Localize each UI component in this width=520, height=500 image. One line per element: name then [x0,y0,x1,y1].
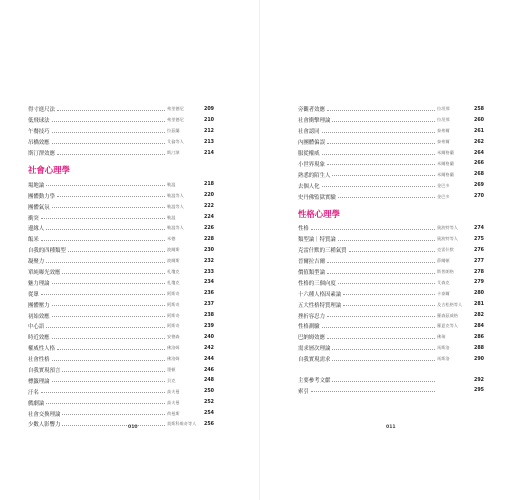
entry-author: 拉坦那 [437,117,450,123]
entry-author: 及古松格等人 [437,301,463,307]
toc-entry [28,115,214,126]
toc-entry [28,386,214,397]
page-number: 010 [128,425,138,430]
entry-page: 212 [203,128,214,134]
entry-author: 拉茲蘭 [167,128,180,134]
entry-author: 馬斯洛 [437,345,450,351]
entry-author: 札瓊克 [167,279,180,285]
entry-page: 281 [473,302,484,308]
entry-page: 210 [203,117,214,123]
entry-title: 社會性格 [28,357,50,364]
leader-dots [332,121,435,122]
entry-author: 羅森茲威格 [437,312,458,318]
toc-entry [298,256,484,267]
entry-title: 汙名 [28,389,39,396]
entry-title: 單純曝光效應 [28,270,61,277]
entry-author: 泰弗爾 [437,128,450,134]
entry-author: 斯普朗格 [437,269,454,275]
entry-page: 232 [203,258,214,264]
entry-author: 金巴多 [437,193,450,199]
entry-author: 泰弗爾 [437,139,450,145]
entry-author: 弗里德尼 [167,106,184,112]
entry-author: 艾倫等人 [167,139,184,145]
entry-page: 275 [473,236,484,242]
leader-dots [52,381,165,382]
toc-entry [28,310,214,321]
entry-author: 斯汀澤 [167,150,180,155]
entry-title: 團體壓力 [28,302,50,309]
toc-entry [298,245,484,256]
entry-page: 288 [473,345,484,351]
entry-title: 價值類型論 [298,270,325,277]
leader-dots [327,316,435,317]
entry-title: 性格 [298,226,309,233]
entry-author: 卡泰爾 [437,290,450,296]
leader-dots [322,186,435,187]
leader-dots [46,403,165,404]
entry-title: 去個人化 [298,183,320,190]
toc-entry [298,115,484,126]
toc-entry [28,126,214,137]
toc-entry [28,234,214,245]
entry-page: 268 [473,172,484,178]
entry-page: 295 [473,388,484,394]
entry-title: 得寸進尺法 [28,107,55,114]
entry-page: 250 [203,389,214,395]
leader-dots [57,196,165,197]
leader-dots [338,283,435,284]
entry-author: 奧波特等人 [437,225,458,231]
entry-page: 278 [473,269,484,275]
entry-title: 斯汀澤效應 [28,151,55,157]
entry-title: 標籤理論 [28,378,50,385]
toc-entry [28,148,214,159]
entry-page: 284 [473,323,484,329]
leader-dots [343,294,435,295]
leader-dots [57,154,165,155]
toc-entry [28,343,214,354]
leader-dots [46,327,165,328]
entry-author: 艾森克 [437,279,450,285]
entry-title: 內團體偏誤 [298,140,325,147]
entry-author: 阿斯奇 [167,301,180,307]
entry-title: 自我實現需求 [298,357,331,364]
leader-dots [57,110,165,111]
entry-author: 拉坦那 [437,106,450,112]
leader-dots [41,392,165,393]
entry-page: 248 [203,378,214,384]
toc-entry [298,385,484,396]
toc-list [298,104,484,396]
entry-author: 米爾格蘭 [437,150,454,155]
toc-entry [298,332,484,343]
leader-dots [327,338,435,339]
toc-entry [28,190,214,201]
entry-page: 252 [203,400,214,406]
leader-dots [349,251,435,252]
leader-dots [338,240,435,241]
entry-page: 279 [473,280,484,286]
entry-author: 高夫曼 [167,399,180,405]
leader-dots [46,262,165,263]
toc-entry [28,256,214,267]
leader-dots [343,305,435,306]
toc-entry [298,321,484,332]
toc-entry [28,245,214,256]
entry-title: 索引 [298,388,309,395]
toc-list [28,104,214,430]
entry-page: 260 [473,117,484,123]
entry-title: 社會認同 [298,129,320,136]
leader-dots [52,305,165,306]
leader-dots [52,316,165,317]
leader-dots [41,240,165,241]
entry-title: 凝聚力 [28,259,45,266]
leader-dots [46,229,165,230]
entry-title: 團體動力學 [28,193,55,200]
entry-page: 236 [203,291,214,297]
entry-author: 莫斯科維奇等人 [167,421,197,427]
leader-dots [52,132,165,133]
entry-title: 吊橋效應 [28,140,50,147]
toc-entry [28,397,214,408]
entry-author: 安德森 [167,334,180,340]
entry-title: 晉爾拉吉爾 [298,259,325,266]
entry-author: 米爾格蘭 [437,171,454,177]
entry-page: 266 [473,161,484,167]
toc-entry [28,354,214,365]
entry-title: 魅力理論 [28,280,50,287]
toc-entry [298,191,484,202]
leader-dots [332,349,435,350]
entry-title: 史丹佛監獄實驗 [298,194,336,201]
entry-title: 旁觀者效應 [298,107,325,114]
leader-dots [46,185,165,186]
toc-entry [28,321,214,332]
spacer [298,365,484,375]
entry-author: 勒溫 [167,214,176,220]
entry-page: 213 [203,139,214,145]
entry-page: 290 [473,356,484,362]
entry-page: 286 [473,334,484,340]
toc-entry [298,223,484,234]
entry-page: 256 [203,421,214,427]
toc-entry [28,137,214,148]
entry-page: 233 [203,269,214,275]
leader-dots [332,381,435,382]
leader-dots [62,414,165,415]
toc-entry [28,375,214,386]
leader-dots [57,349,165,350]
entry-author: 貝克 [167,377,176,383]
leader-dots [311,229,435,230]
entry-author: 佛洛姆 [167,345,180,351]
entry-author: 米爾格蘭 [437,160,454,166]
section-title: 社會心理學 [28,165,70,176]
toc-entry [298,180,484,191]
toc-entry [28,419,214,430]
leader-dots [52,143,165,144]
entry-author: 克雷什默 [437,247,454,253]
leader-dots [311,391,435,392]
section-title: 性格心理學 [298,209,340,220]
entry-title: 自我實現預言 [28,368,61,375]
toc-entry [298,104,484,115]
entry-title: 權威性人格 [28,346,55,353]
entry-page: 264 [473,150,484,156]
toc-entry [298,354,484,365]
entry-page: 262 [473,139,484,145]
toc-entry [28,267,214,278]
entry-page: 224 [203,215,214,221]
entry-author: 勒溫等人 [167,225,184,231]
entry-page: 254 [203,411,214,417]
entry-page: 282 [473,313,484,319]
entry-author: 阿斯奇 [167,312,180,318]
entry-title: 性格測驗 [298,324,320,331]
entry-title: 飯米 [28,237,39,244]
entry-title: 時近效應 [28,335,50,342]
entry-title: 少數人影響力 [28,422,61,429]
entry-title: 低飛球法 [28,118,50,125]
entry-title: 場地論 [28,182,45,189]
entry-page: 238 [203,313,214,319]
entry-author: 弗里德尼 [167,117,184,123]
entry-page: 280 [473,291,484,297]
entry-page: 261 [473,128,484,134]
toc-entry [298,169,484,180]
entry-author: 馬斯洛 [437,356,450,362]
leader-dots [41,218,165,219]
entry-page: 240 [203,334,214,340]
leader-dots [327,164,435,165]
entry-title: 團體氣氛 [28,204,50,211]
entry-author: 荷曼斯 [167,410,180,416]
entry-title: 十六種人格因素論 [298,291,342,298]
entry-author: 金巴多 [437,182,450,188]
toc-entry [298,288,484,299]
toc-entry [28,212,214,223]
toc-entry [298,148,484,159]
entry-author: 墨頓 [167,367,176,373]
leader-dots [62,425,165,426]
entry-title: 衝突 [28,215,39,222]
toc-entry [298,126,484,137]
leader-dots [322,132,435,133]
toc-entry [28,408,214,419]
entry-page: 239 [203,323,214,329]
leader-dots [62,371,165,372]
leader-dots [52,360,165,361]
leader-dots [52,338,165,339]
toc-entry [298,343,484,354]
leader-dots [327,273,435,274]
entry-page: 228 [203,236,214,242]
entry-title: 邊緣人 [28,226,45,233]
entry-page: 292 [473,377,484,383]
toc-entry [298,277,484,288]
entry-title: 社會交換理論 [28,411,61,418]
entry-title: 午餐技巧 [28,129,50,136]
leader-dots [52,207,165,208]
entry-title: 挫折容忍力 [298,313,325,320]
toc-entry [298,267,484,278]
entry-page: 244 [203,356,214,362]
entry-author: 薛爾頓 [437,258,450,264]
entry-title: 類型論｜特質論 [298,237,336,244]
toc-entry [28,365,214,376]
entry-title: 服從權威 [298,151,320,157]
entry-title: 需求層次理論 [298,346,331,353]
entry-page: 226 [203,225,214,231]
entry-title: 小世界現象 [298,161,325,168]
entry-title: 自我的四種類型 [28,248,66,255]
entry-title: 性格的三個向度 [298,280,336,287]
entry-page: 220 [203,193,214,199]
leader-dots [327,110,435,111]
entry-page: 270 [473,194,484,200]
leader-dots [322,154,435,155]
page-number: 011 [386,425,396,430]
toc-entry [298,299,484,310]
toc-entry [298,375,484,386]
leader-dots [332,175,435,176]
entry-title: 克雷什默的三種氣質 [298,248,347,255]
entry-title: 戲劇論 [28,400,45,407]
entry-page: 209 [203,106,214,112]
entry-author: 高夫曼 [167,388,180,394]
leader-dots [41,294,165,295]
toc-entry [28,223,214,234]
entry-title: 主要參考文獻 [298,378,331,385]
entry-page: 218 [203,182,214,188]
entry-author: 米德 [167,236,176,242]
entry-page: 274 [473,225,484,231]
leader-dots [332,360,435,361]
entry-author: 佛瑞 [437,334,446,340]
entry-author: 阿斯奇 [167,323,180,329]
toc-entry [28,104,214,115]
leader-dots [327,143,435,144]
toc-entry [28,288,214,299]
leader-dots [327,262,435,263]
entry-author: 勒溫等人 [167,203,184,209]
toc-entry [28,277,214,288]
entry-author: 勒溫等人 [167,192,184,198]
leader-dots [322,327,435,328]
leader-dots [52,121,165,122]
entry-title: 社會衝擊理論 [298,118,331,125]
entry-page: 230 [203,247,214,253]
entry-author: 奧波特等人 [437,236,458,242]
entry-page: 214 [203,150,214,156]
toc-entry [298,310,484,321]
toc-entry [28,179,214,190]
leader-dots [62,273,165,274]
entry-title: 五大性格特質理論 [298,302,342,309]
entry-title: 熟悉的陌生人 [298,172,331,179]
entry-page: 258 [473,106,484,112]
toc-entry [298,137,484,148]
entry-page: 237 [203,302,214,308]
entry-author: 札瓊克 [167,269,180,275]
entry-page: 269 [473,183,484,189]
entry-author: 阿斯奇 [167,290,180,296]
leader-dots [338,197,435,198]
entry-page: 234 [203,280,214,286]
leader-dots [68,251,165,252]
entry-title: 從眾 [28,291,39,298]
toc-entry [28,332,214,343]
toc-entry [28,201,214,212]
entry-title: 中心語 [28,324,45,331]
entry-page: 276 [473,247,484,253]
entry-author: 勒溫 [167,181,176,187]
entry-title: 巴納姆效應 [298,335,325,342]
entry-author: 佛洛姆 [167,356,180,362]
entry-title: 初始效應 [28,313,50,320]
entry-author: 羅夏克等人 [437,323,458,329]
entry-page: 277 [473,258,484,264]
right-page [260,0,520,500]
entry-page: 246 [203,367,214,373]
toc-entry [28,299,214,310]
leader-dots [52,283,165,284]
entry-page: 242 [203,345,214,351]
toc-entry [298,234,484,245]
entry-author: 波爾斯 [167,247,180,253]
entry-author: 波爾斯 [167,258,180,264]
entry-page: 222 [203,204,214,210]
toc-entry [298,158,484,169]
